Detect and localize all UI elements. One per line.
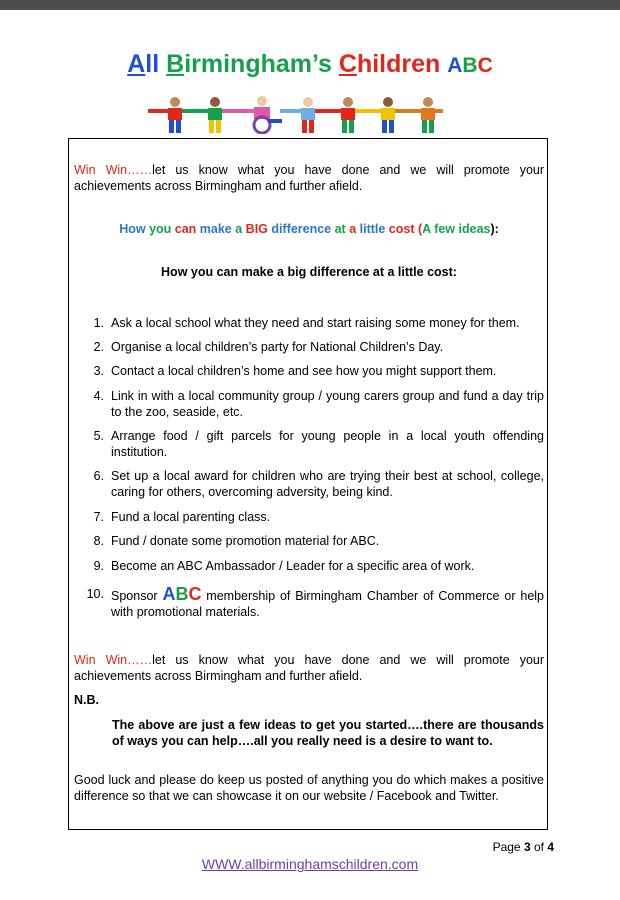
ideas-word: a [231,222,246,236]
list-number: 7. [93,510,104,524]
closing-paragraph: Good luck and please do keep us posted of anything you do which makes a positive difference so that we can showcase it on our website / Facebook and Twitter. [74,773,544,803]
child-figure-6 [395,97,443,133]
list-text: Fund a local parenting class. [111,510,271,524]
window-top-bar [0,0,620,10]
list-suffix: membership of Birmingham Chamber of Commerce or help with promotional materials. [111,589,545,619]
title-abc-c: C [477,54,493,77]
intro-paragraph [74,162,544,194]
list-number: 9. [93,559,104,573]
list-number: 2. [93,340,104,354]
list-subheading: How you can make a big difference at a little cost: [161,265,457,279]
title-abc-b: B [462,54,478,77]
ideas-word: can [171,222,197,236]
intro-text: let us know what you have done and we will promote your achievements across Birmingham and further afield. [74,163,545,193]
page-of: of [530,840,548,854]
list-text: Contact a local children’s home and see how you might support them. [111,364,497,378]
ideas-word: cost [385,222,415,236]
page-title [0,49,620,81]
website-link[interactable]: WWW.allbirminghamschildren.com [201,856,419,872]
list-number: 10. [86,587,104,601]
win-win-label: Win Win…… [74,163,153,177]
child-figure-5 [355,97,395,133]
nb-label: N.B. [74,693,99,707]
title-letter-a: A [127,50,146,78]
child-figure-wheelchair [222,96,282,133]
ideas-word-big: BIG [245,222,268,236]
nb-text: The above are just a few ideas to get you started….there are thousands of ways you can help….all you really need is a desire to want to. [112,718,544,748]
list-number: 1. [93,316,104,330]
ideas-word: a [345,222,357,236]
title-word-birminghams: irmingham’s [184,50,339,78]
list-text: Ask a local school what they need and start raising some money for them. [111,316,520,330]
outro-paragraph [74,652,544,684]
page-total: 4 [547,840,554,854]
inline-abc-a: A [162,584,176,604]
ideas-word: at [331,222,346,236]
inline-abc-c: C [188,584,202,604]
list-number: 5. [93,429,104,443]
title-letter-b: B [166,50,185,78]
children-chain-logo [140,96,445,134]
list-text: Set up a local award for children who are trying their best at school, college, caring for others, overcoming adversity, being kind. [111,469,544,499]
list-number: 4. [93,389,104,403]
page-prefix: Page [492,840,524,854]
title-letter-c: C [338,50,357,78]
child-figure-1 [148,97,182,133]
list-text: Organise a local children’s party for National Children’s Day. [111,340,444,354]
list-number: 6. [93,469,104,483]
ideas-word: difference [267,222,332,236]
ideas-heading [74,221,544,237]
child-figure-2 [182,97,222,133]
inline-abc-b: B [175,584,189,604]
child-figure-4 [315,97,355,133]
list-prefix: Sponsor [111,589,163,603]
list-text: Link in with a local community group / young carers group and fund a day trip to the zoo, seaside, etc. [111,389,544,419]
outro-text: let us know what you have done and we will promote your achievements across Birmingham and further afield. [74,653,545,683]
ideas-word: you [145,222,172,236]
ideas-paren: ( [414,222,423,236]
child-figure-3 [280,97,315,133]
title-word-all: ll [145,50,167,78]
ideas-few-ideas: A few ideas [422,222,491,236]
title-abc-a: A [447,54,463,77]
ideas-word: little [356,222,386,236]
list-text: Become an ABC Ambassador / Leader for a specific area of work. [111,559,475,573]
list-text: Fund / donate some promotion material for ABC. [111,534,380,548]
ideas-word: make [196,222,232,236]
page-current: 3 [523,840,531,854]
win-win-label: Win Win…… [74,653,153,667]
list-text [111,586,544,620]
ideas-word: How [119,222,146,236]
list-number: 8. [93,534,104,548]
page-number [470,840,554,855]
title-word-children: hildren [356,50,448,78]
list-number: 3. [93,364,104,378]
list-text: Arrange food / gift parcels for young people in a local youth offending institution. [111,429,544,459]
ideas-paren-close: ): [490,222,499,236]
